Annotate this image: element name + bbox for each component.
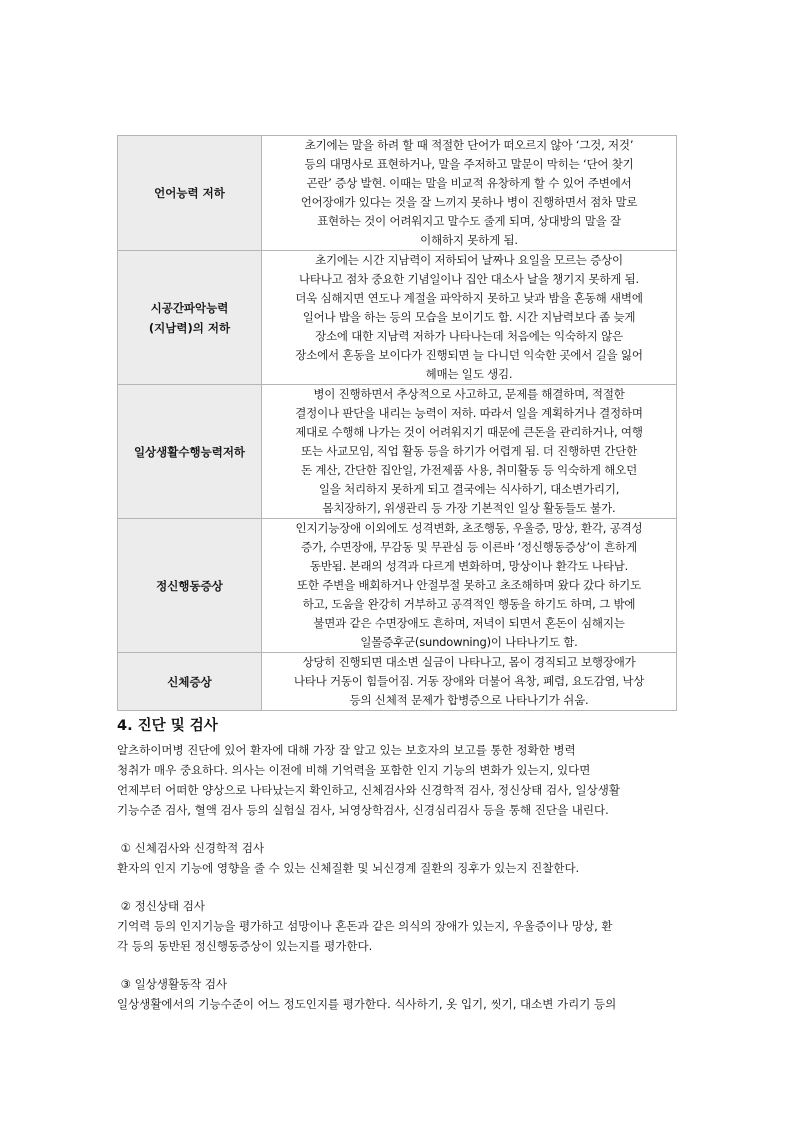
description-line: 나타나 거동이 힘들어짐. 거동 장애와 더불어 욕창, 폐렴, 요도감염, 낙상 xyxy=(293,674,645,688)
paragraph-line: 기억력 등의 인지기능을 평가하고 섬망이나 혼돈과 같은 의식의 장애가 있는지, 우울증이나 망상, 환 xyxy=(117,919,613,933)
description-line: 헤매는 일도 생김. xyxy=(425,367,513,381)
description-line: 인지기능장애 이외에도 성격변화, 초조행동, 우울증, 망상, 환각, 공격성 xyxy=(295,521,643,535)
description-line: 언어장애가 있다는 것을 잘 느끼지 못하나 병이 진행하면서 점차 말로 xyxy=(300,195,638,209)
description-line: 등의 신체적 문제가 합병증으로 나타나기가 쉬움. xyxy=(349,693,589,707)
description-line: 초기에는 말을 하려 할 때 적절한 단어가 떠오르지 않아 ‘그것, 저것’ xyxy=(304,138,634,152)
item-paragraph xyxy=(117,858,682,878)
description-line: 일몰증후군(sundowning)이 나타나기도 함. xyxy=(360,635,578,649)
row-label xyxy=(118,519,262,653)
description-line: 이해하지 못하게 됨. xyxy=(420,233,518,247)
subsection-heading xyxy=(117,838,682,858)
description-line: 돈 계산, 간단한 집안일, 가전제품 사용, 취미활동 등 익숙하게 해오던 xyxy=(300,463,637,477)
description-line: 곤란’ 증상 발현. 이때는 말을 비교적 유창하게 할 수 있어 주변에서 xyxy=(306,176,632,190)
row-label-line: 신체증상 xyxy=(167,674,212,689)
table-row xyxy=(118,653,677,711)
description-line: 결정이나 판단을 내리는 능력이 저하. 따라서 일을 계획하거나 결정하며 xyxy=(295,406,643,420)
description-line: 등의 대명사로 표현하거나, 말을 주저하고 말문이 막히는 ‘단어 찾기 xyxy=(304,157,634,171)
row-label-line: 언어능력 저하 xyxy=(154,186,225,200)
paragraph-line: 알츠하이머병 진단에 있어 환자에 대해 가장 잘 알고 있는 보호자의 보고를 통한 정확한 병력 xyxy=(117,743,576,757)
table-row xyxy=(118,385,677,519)
description-line: 상당히 진행되면 대소변 실금이 나타나고, 몸이 경직되고 보행장애가 xyxy=(302,655,636,669)
row-description xyxy=(262,251,677,385)
row-label-line: 일상생활수행능력저하 xyxy=(133,444,246,459)
subsection-heading xyxy=(117,974,682,994)
row-label-line: (지남력)의 저하 xyxy=(148,320,231,335)
description-line: 하고, 도움을 완강히 거부하고 공격적인 행동을 하기도 하며, 그 밖에 xyxy=(302,597,636,611)
description-line: 또는 사교모임, 직업 활동 등을 하기가 어렵게 됨. 더 진행하면 간단한 xyxy=(300,444,637,458)
table-row xyxy=(118,136,677,251)
description-line: 증가, 수면장애, 무감동 및 무관심 등 이른바 ‘정신행동증상’이 흔하게 xyxy=(300,540,637,554)
row-label xyxy=(118,653,262,711)
description-line: 병이 진행하면서 추상적으로 사고하고, 문제를 해결하며, 적절한 xyxy=(313,387,625,401)
row-description xyxy=(262,385,677,519)
description-line: 표현하는 것이 어려워지고 말수도 줄게 되며, 상대방의 말을 잘 xyxy=(317,214,621,228)
description-line: 장소에서 혼동을 보이다가 진행되면 늘 다니던 익숙한 곳에서 길을 잃어 xyxy=(295,348,643,362)
row-label xyxy=(118,385,262,519)
description-line: 또한 주변을 배회하거나 안절부절 못하고 초조해하며 왔다 갔다 하기도 xyxy=(296,578,641,592)
paragraph-line: 언제부터 어떠한 양상으로 나타났는지 확인하고, 신체검사와 신경학적 검사, 정신상태 검사, 일상생활 xyxy=(117,783,620,797)
description-line: 불면과 같은 수면장애도 흔하며, 저녁이 되면서 혼돈이 심해지는 xyxy=(313,616,625,630)
description-line: 일을 처리하지 못하게 되고 결국에는 식사하기, 대소변가리기, xyxy=(318,482,620,496)
diagnosis-section xyxy=(117,716,682,1014)
description-line: 더욱 심해지면 연도나 계절을 파악하지 못하고 낮과 밤을 혼동해 새벽에 xyxy=(295,291,643,305)
row-label-line: 시공간파악능력 xyxy=(150,300,229,315)
paragraph-line: 기능수준 검사, 혈액 검사 등의 실험실 검사, 뇌영상학검사, 신경심리검사 등을 통해 진단을 내린다. xyxy=(117,803,609,817)
description-line: 초기에는 시간 지남력이 저하되어 날짜나 요일을 모르는 증상이 xyxy=(315,253,623,267)
row-description xyxy=(262,136,677,251)
intro-paragraph xyxy=(117,740,682,820)
section-title: 4. 진단 및 검사 xyxy=(117,718,218,734)
row-label-line: 정신행동증상 xyxy=(156,578,223,593)
item-paragraph xyxy=(117,994,682,1014)
paragraph-line: 청취가 매우 중요하다. 의사는 이전에 비해 기억력을 포함한 인지 기능의 변화가 있는지, 있다면 xyxy=(117,763,591,777)
item-number: ③ xyxy=(120,977,131,991)
paragraph-line: 일상생활에서의 기능수준이 어느 정도인지를 평가한다. 식사하기, 옷 입기, 씻기, 대소변 가리기 등의 xyxy=(117,997,617,1011)
paragraph-line: 환자의 인지 기능에 영향을 줄 수 있는 신체질환 및 뇌신경계 질환의 징후가 있는지 진찰한다. xyxy=(117,861,580,875)
item-number: ② xyxy=(120,899,131,913)
description-line: 일어나 밥을 하는 등의 모습을 보이기도 함. 시간 지남력보다 좀 늦게 xyxy=(302,310,636,324)
item-paragraph xyxy=(117,916,682,956)
item-title: 신체검사와 신경학적 검사 xyxy=(134,841,265,855)
row-description xyxy=(262,519,677,653)
description-line: 제대로 수행해 나가는 것이 어려워지기 때문에 큰돈을 관리하거나, 여행 xyxy=(295,425,643,439)
item-number: ① xyxy=(120,841,131,855)
row-description xyxy=(262,653,677,711)
symptom-table xyxy=(117,135,677,711)
row-label xyxy=(118,136,262,251)
description-line: 장소에 대한 지남력 저하가 나타나는데 처음에는 익숙하지 않은 xyxy=(315,329,623,343)
description-line: 몸치장하기, 위생관리 등 가장 기본적인 일상 활동들도 불가. xyxy=(322,501,616,515)
item-title: 정신상태 검사 xyxy=(134,899,205,913)
table-row xyxy=(118,519,677,653)
table-row xyxy=(118,251,677,385)
subsection-heading xyxy=(117,896,682,916)
item-title: 일상생활동작 검사 xyxy=(134,977,228,991)
description-line: 동반됨. 본래의 성격과 다르게 변화하며, 망상이나 환각도 나타남. xyxy=(309,559,629,573)
description-line: 나타나고 점차 중요한 기념일이나 집안 대소사 날을 챙기지 못하게 됨. xyxy=(298,272,639,286)
paragraph-line: 각 등의 동반된 정신행동증상이 있는지를 평가한다. xyxy=(117,939,373,953)
row-label xyxy=(118,251,262,385)
